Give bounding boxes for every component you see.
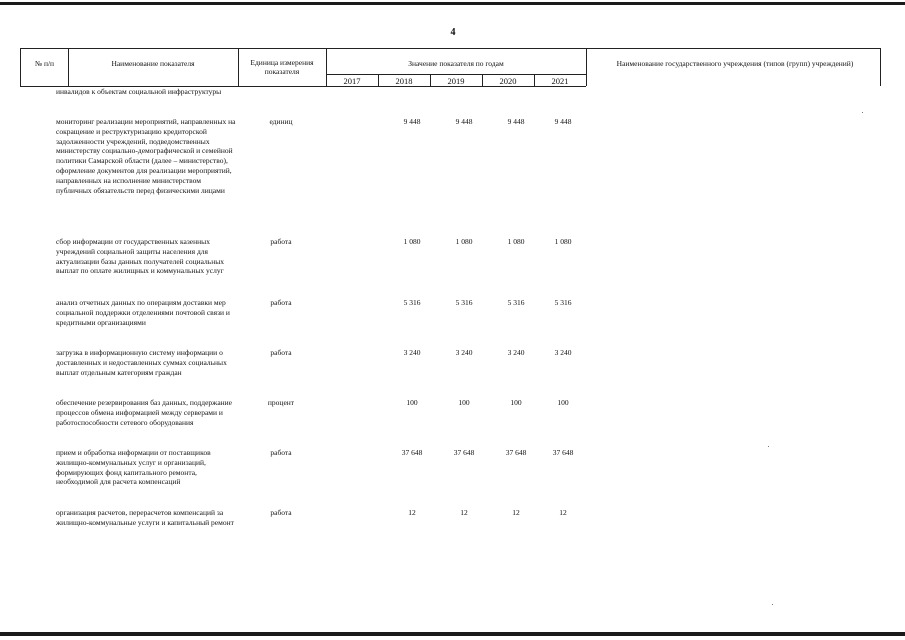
scan-speck: [772, 604, 773, 605]
indicator-unit: процент: [267, 398, 295, 407]
col-line-2: [238, 48, 239, 86]
value-2020: 37 648: [505, 448, 527, 457]
indicator-name: анализ отчетных данных по операциям доставки мер социальной поддержки отделениями почтовой связи и кредитными организациями: [56, 298, 230, 327]
indicator-name: сбор информации от государственных казенных учреждений социальной защиты населения для актуализации базы данных получателей социальных выплат по оплате жилищных и коммунальных услуг: [56, 237, 225, 276]
indicator-unit: работа: [270, 298, 292, 307]
page-number: 4: [450, 27, 456, 38]
year-2017: 2017: [343, 76, 361, 86]
indicator-unit: работа: [270, 508, 292, 517]
indicator-name: прием и обработка информации от поставщиков жилищно-коммунальных услуг и организаций, формирующих фонд капитального ремонта, необходимой для расчета компенсаций: [56, 448, 211, 487]
value-2021: 37 648: [552, 448, 574, 457]
value-2019: 12: [460, 508, 468, 517]
name-col-header: Наименование показателя: [111, 59, 195, 68]
year-2019: 2019: [447, 76, 465, 86]
value-2020: 100: [510, 398, 522, 407]
indicator-name: загрузка в информационную систему информации о доставленных и недоставленных суммах социальных выплат отдельным категориям граждан: [56, 348, 227, 377]
col-line-1: [68, 48, 69, 86]
value-2020: 1 080: [507, 237, 525, 246]
value-2019: 37 648: [453, 448, 475, 457]
indicator-unit: работа: [270, 448, 292, 457]
indicator-unit: единиц: [269, 117, 293, 126]
scan-speck: [862, 112, 863, 113]
scan-speck: [768, 446, 769, 447]
value-2019: 5 316: [455, 298, 473, 307]
value-2021: 1 080: [554, 237, 572, 246]
value-2018: 5 316: [403, 298, 421, 307]
year-2020: 2020: [499, 76, 517, 86]
indicator-name: обеспечение резервирования баз данных, поддержание процессов обмена информацией между серверами и работоспособности сетевого оборудования: [56, 398, 233, 427]
value-2018: 100: [406, 398, 418, 407]
value-2018: 1 080: [403, 237, 421, 246]
header-top-rule: [20, 48, 880, 49]
year-2021: 2021: [551, 76, 569, 86]
num-col-header: № п/п: [34, 59, 55, 68]
value-2020: 3 240: [507, 348, 525, 357]
value-2021: 5 316: [554, 298, 572, 307]
value-2020: 12: [512, 508, 520, 517]
institution-col-header: Наименование государственного учреждения (типов (групп) учреждений): [616, 59, 854, 68]
value-2021: 12: [559, 508, 567, 517]
continued-indicator-name: инвалидов к объектам социальной инфраструктуры: [56, 87, 222, 96]
value-2018: 37 648: [401, 448, 423, 457]
year-2018: 2018: [395, 76, 413, 86]
value-2018: 9 448: [403, 117, 421, 126]
bottom-border: [0, 632, 905, 636]
top-border: [0, 2, 905, 5]
value-2019: 3 240: [455, 348, 473, 357]
value-2021: 3 240: [554, 348, 572, 357]
value-2019: 100: [458, 398, 470, 407]
col-line-9: [880, 48, 881, 86]
indicator-unit: работа: [270, 237, 292, 246]
value-2020: 9 448: [507, 117, 525, 126]
unit-col-header: Единица измерения показателя: [250, 58, 314, 76]
value-2021: 9 448: [554, 117, 572, 126]
value-2019: 9 448: [455, 117, 473, 126]
indicator-name: организация расчетов, перерасчетов компенсаций за жилищно-коммунальные услуги и капитальный ремонт: [56, 508, 234, 527]
col-line-8: [586, 48, 587, 86]
value-2018: 3 240: [403, 348, 421, 357]
value-2018: 12: [408, 508, 416, 517]
value-2021: 100: [557, 398, 569, 407]
values-col-header: Значение показателя по годам: [408, 59, 504, 68]
value-2019: 1 080: [455, 237, 473, 246]
header-year-rule: [326, 74, 586, 75]
value-2020: 5 316: [507, 298, 525, 307]
indicator-unit: работа: [270, 348, 292, 357]
indicator-name: мониторинг реализации мероприятий, направленных на сокращение и реструктуризацию кредиторской задолженности учреждений, подведомственных министерству социально-демографической и семейной политики Самарской области (далее – министерство), оформление документов для реализации мероприятий, направленных на исполнение министерством публичных обязательств перед физическими лицами: [56, 117, 236, 195]
